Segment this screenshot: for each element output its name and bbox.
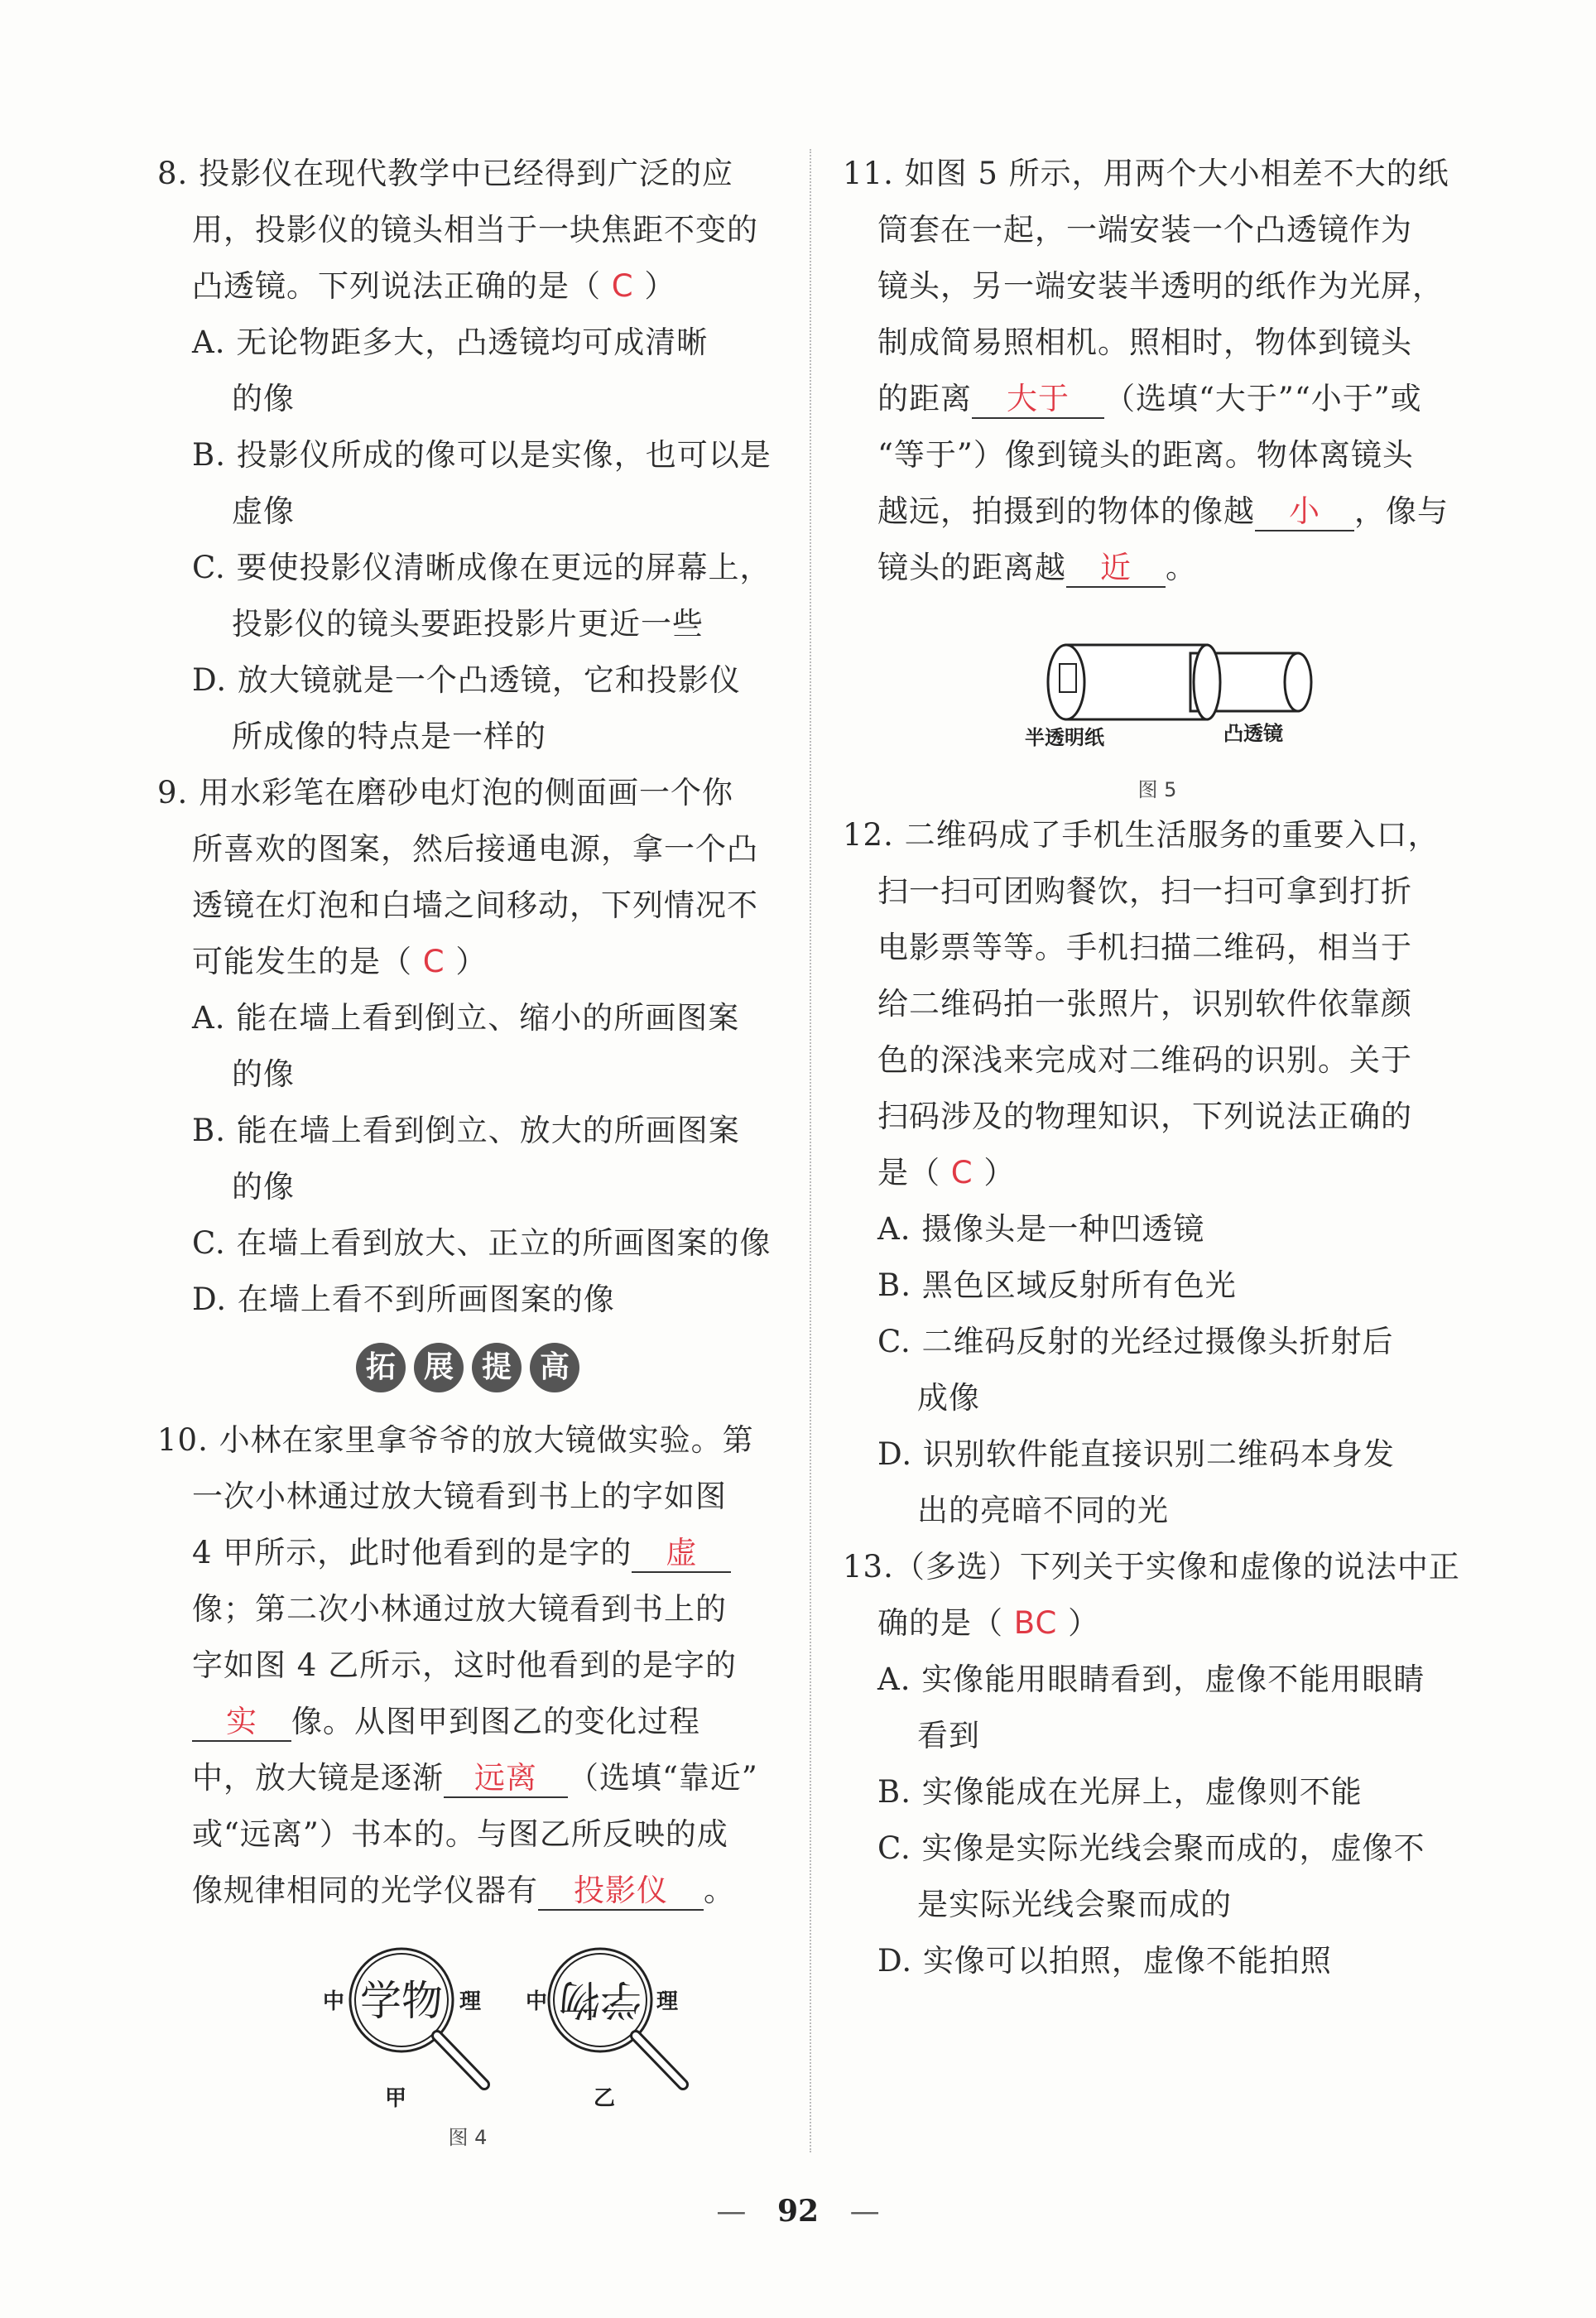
q13-option-a-cont: 看到 <box>917 1718 980 1753</box>
question-11 <box>843 146 1472 596</box>
section-char-2: 展 <box>414 1343 464 1392</box>
q8-option-c: C. 要使投影仪清晰成像在更远的屏幕上， <box>192 550 772 585</box>
q8-line-3 <box>157 258 778 315</box>
fig4-left-side-right: 理 <box>459 1989 482 2014</box>
q10-line-1: 10. 小林在家里拿爷爷的放大镜做实验。第 <box>157 1422 754 1458</box>
q13-stem-tail: 确的是（ <box>877 1605 1003 1641</box>
q11-blank-2: 小 <box>1255 493 1354 531</box>
q9-option-b-cont: 的像 <box>232 1169 295 1205</box>
fig4-label-b: 乙 <box>594 2086 616 2109</box>
fig5-label-lens: 凸透镜 <box>1223 722 1283 745</box>
footer-dash-right: — <box>849 2195 880 2229</box>
q9-line-2: 所喜欢的图案，然后接通电源，拿一个凸 <box>192 831 758 867</box>
q10-line-8: 或“远离”）书本的。与图乙所反映的成 <box>192 1816 728 1852</box>
q11-blank-3: 近 <box>1066 550 1166 588</box>
q8-option-d-cont: 所成像的特点是一样的 <box>232 719 546 754</box>
q12-stem-tail: 是（ <box>877 1155 940 1190</box>
q9-answer: C <box>422 944 445 979</box>
convex-lens-end <box>1285 653 1311 711</box>
section-char-4: 高 <box>530 1343 579 1392</box>
fig4-label-a: 甲 <box>385 2086 407 2109</box>
figure-5 <box>843 616 1472 802</box>
q11-blank-1: 大于 <box>972 381 1104 419</box>
q13-option-b: B. 实像能成在光屏上，虚像则不能 <box>877 1774 1363 1810</box>
page-number: 92 <box>776 2194 820 2229</box>
question-13 <box>843 1539 1472 1989</box>
q9-option-c: C. 在墙上看到放大、正立的所画图案的像 <box>192 1225 772 1261</box>
q9-line-3: 透镜在灯泡和白墙之间移动，下列情况不 <box>192 887 758 923</box>
q11-line-6: “等于”）像到镜头的距离。物体离镜头 <box>877 437 1414 473</box>
q8-line-1: 8. 投影仪在现代教学中已经得到广泛的应 <box>157 156 734 191</box>
magnifier-handle-left-inner <box>437 2036 484 2085</box>
magnified-inverted-text: 学物 <box>559 1975 642 2023</box>
q8-option-b-cont: 虚像 <box>232 493 295 529</box>
q11-line-7 <box>843 483 1472 540</box>
q10-line-6-text: 像。从图甲到图乙的变化过程 <box>291 1704 700 1739</box>
question-8 <box>157 146 778 765</box>
page-number-footer <box>0 2194 1596 2229</box>
q11-line-7-text-a: 越远，拍摄到的物体的像越 <box>877 493 1255 529</box>
q13-answer: BC <box>1013 1605 1058 1641</box>
q10-line-6 <box>157 1694 778 1750</box>
q9-stem-close: ） <box>455 944 488 979</box>
q8-option-a: A. 无论物距多大，凸透镜均可成清晰 <box>192 325 709 360</box>
q12-option-c-cont: 成像 <box>917 1380 980 1416</box>
q10-blank-1: 虚 <box>632 1535 731 1573</box>
q13-line-1: 13.（多选）下列关于实像和虚像的说法中正 <box>843 1549 1460 1585</box>
q9-option-b: B. 能在墙上看到倒立、放大的所画图案 <box>192 1113 740 1148</box>
q12-stem-close: ） <box>983 1155 1016 1190</box>
q11-line-5-text-a: 的距离 <box>877 381 972 416</box>
outer-tube-body <box>1066 645 1207 719</box>
q12-line-1: 12. 二维码成了手机生活服务的重要入口， <box>843 817 1440 853</box>
q9-option-d: D. 在墙上看不到所画图案的像 <box>192 1282 615 1317</box>
q13-line-2 <box>843 1595 1472 1652</box>
q9-option-a: A. 能在墙上看到倒立、缩小的所画图案 <box>192 1000 740 1036</box>
column-divider <box>810 149 811 2152</box>
question-10 <box>157 1412 778 1919</box>
q11-line-3: 镜头，另一端安装半透明的纸作为光屏， <box>877 268 1444 304</box>
q10-line-5: 字如图 4 乙所示，这时他看到的是字的 <box>192 1647 738 1683</box>
q13-stem-close: ） <box>1068 1605 1100 1641</box>
q9-option-a-cont: 的像 <box>232 1056 295 1092</box>
q10-line-9-text-b: 。 <box>704 1873 735 1908</box>
question-12 <box>843 807 1472 1539</box>
q13-option-d: D. 实像可以拍照，虚像不能拍照 <box>877 1943 1332 1979</box>
q12-line-6: 扫码涉及的物理知识，下列说法正确的 <box>877 1099 1412 1134</box>
q10-blank-3: 远离 <box>444 1760 568 1798</box>
fig4-right-side-right: 理 <box>656 1989 679 2014</box>
q12-answer: C <box>950 1155 973 1190</box>
q12-line-5: 色的深浅来完成对二维码的识别。关于 <box>877 1042 1412 1078</box>
q12-line-3: 电影票等等。手机扫描二维码，相当于 <box>877 930 1412 965</box>
q10-line-2: 一次小林通过放大镜看到书上的字如图 <box>192 1479 727 1514</box>
q12-option-b: B. 黑色区域反射所有色光 <box>877 1267 1237 1303</box>
q8-option-c-cont: 投影仪的镜头要距投影片更近一些 <box>232 606 704 642</box>
q10-line-4: 像；第二次小林通过放大镜看到书上的 <box>192 1591 727 1627</box>
q8-option-b: B. 投影仪所成的像可以是实像，也可以是 <box>192 437 772 473</box>
q13-option-a: A. 实像能用眼睛看到，虚像不能用眼睛 <box>877 1662 1425 1697</box>
figure-4 <box>157 1936 778 2150</box>
fig4-left-side-left: 中 <box>323 1989 345 2014</box>
q10-line-7-text-a: 中，放大镜是逐渐 <box>192 1760 444 1796</box>
q11-line-7-text-b: ，像与 <box>1354 493 1449 529</box>
q10-blank-4: 投影仪 <box>538 1873 704 1911</box>
magnifier-figure <box>236 1936 699 2109</box>
q10-line-3 <box>157 1525 778 1581</box>
q12-option-d: D. 识别软件能直接识别二维码本身发 <box>877 1436 1395 1472</box>
q8-line-2: 用，投影仪的镜头相当于一块焦距不变的 <box>192 212 758 248</box>
q12-option-d-cont: 出的亮暗不同的光 <box>917 1493 1169 1528</box>
q12-option-a: A. 摄像头是一种凹透镜 <box>877 1211 1205 1247</box>
q13-option-c-cont: 是实际光线会聚而成的 <box>917 1887 1232 1922</box>
figure-5-caption: 图 5 <box>1137 778 1177 801</box>
q12-line-2: 扫一扫可团购餐饮，扫一扫可拿到打折 <box>877 873 1412 909</box>
q8-stem-close: ） <box>644 268 676 304</box>
question-9 <box>157 765 778 1328</box>
tube-joint <box>1194 645 1220 719</box>
section-char-3: 提 <box>472 1343 522 1392</box>
q11-line-5 <box>843 371 1472 427</box>
section-char-1: 拓 <box>356 1343 406 1392</box>
q8-option-a-cont: 的像 <box>232 381 295 416</box>
section-title-expand <box>157 1343 778 1404</box>
q8-answer: C <box>611 268 634 304</box>
q10-line-9-text-a: 像规律相同的光学仪器有 <box>192 1873 538 1908</box>
q9-line-4 <box>157 934 778 990</box>
figure-4-caption: 图 4 <box>448 2126 488 2149</box>
fig4-right-side-left: 中 <box>526 1989 548 2014</box>
fig5-label-paper: 半透明纸 <box>1025 726 1104 748</box>
q10-line-7-text-b: （选填“靠近” <box>568 1760 758 1796</box>
magnifier-handle-right-inner <box>636 2036 683 2085</box>
q11-line-5-text-b: （选填“大于”“小于”或 <box>1104 381 1422 416</box>
paper-tube-camera-figure <box>983 616 1331 748</box>
footer-dash-left: — <box>716 2195 747 2229</box>
q10-blank-2: 实 <box>192 1704 291 1742</box>
magnified-upright-text: 学物 <box>360 1977 443 2025</box>
q11-line-8-text-b: 。 <box>1166 550 1197 585</box>
q11-line-8 <box>843 540 1472 596</box>
q8-stem-tail: 凸透镜。下列说法正确的是（ <box>192 268 601 304</box>
q10-line-7 <box>157 1750 778 1806</box>
q11-line-4: 制成简易照相机。照相时，物体到镜头 <box>877 325 1412 360</box>
q13-option-c: C. 实像是实际光线会聚而成的，虚像不 <box>877 1830 1425 1866</box>
q11-line-8-text-a: 镜头的距离越 <box>877 550 1066 585</box>
q8-option-d: D. 放大镜就是一个凸透镜，它和投影仪 <box>192 662 741 698</box>
q10-line-9 <box>157 1863 778 1919</box>
left-column <box>157 146 778 2150</box>
outer-tube-end <box>1048 645 1084 719</box>
q9-line-1: 9. 用水彩笔在磨砂电灯泡的侧面画一个你 <box>157 775 734 810</box>
q12-option-c: C. 二维码反射的光经过摄像头折射后 <box>877 1324 1394 1359</box>
q11-line-1: 11. 如图 5 所示，用两个大小相差不大的纸 <box>843 156 1449 191</box>
right-column <box>843 146 1472 1989</box>
q12-line-4: 给二维码拍一张照片，识别软件依靠颜 <box>877 986 1412 1022</box>
q10-line-3-text: 4 甲所示，此时他看到的是字的 <box>192 1535 632 1570</box>
q11-line-2: 筒套在一起，一端安装一个凸透镜作为 <box>877 212 1412 248</box>
q9-stem-tail: 可能发生的是（ <box>192 944 412 979</box>
q12-line-7 <box>843 1145 1472 1201</box>
